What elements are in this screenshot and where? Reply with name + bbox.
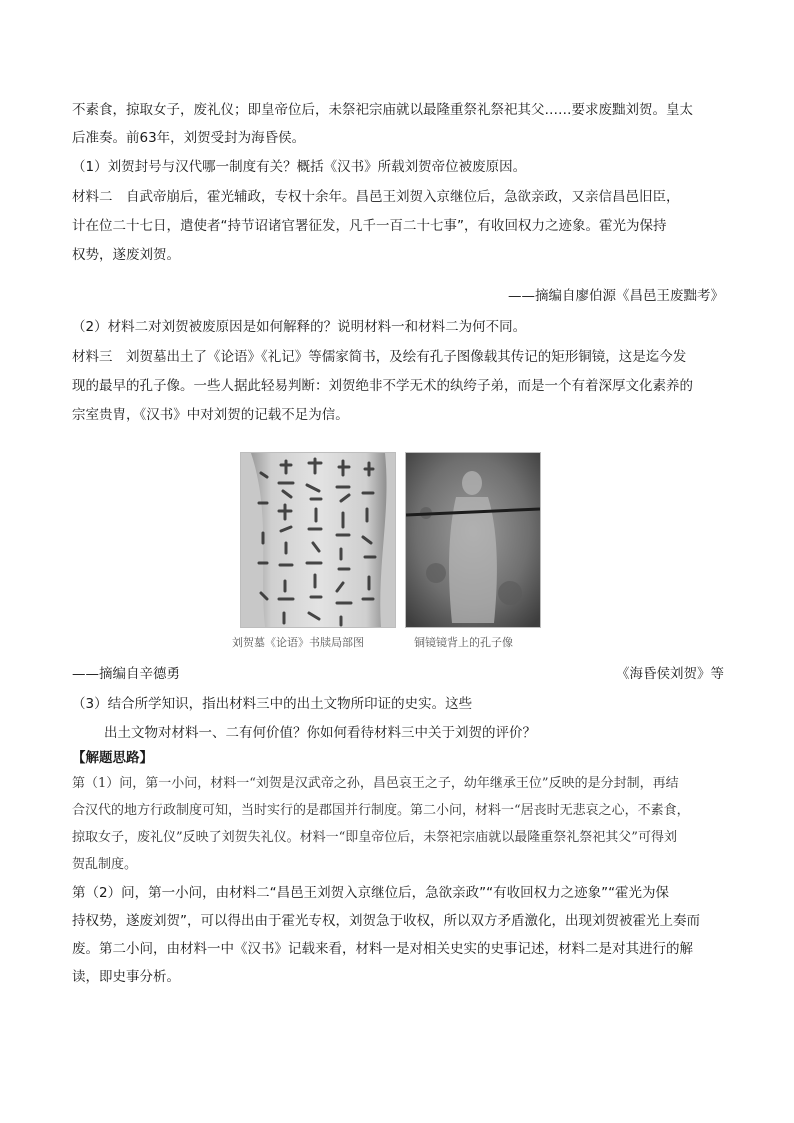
solution-two-text: 第（2）问，第一小问，由材料二“昌邑王刘贺入京继位后，急欲亲政”“有收回权力之迹象”“霍光为保 — [72, 885, 670, 901]
left-photo-caption: 刘贺墓《论语》书牍局部图 — [232, 636, 364, 649]
question-three: 出土文物对材料一、二有何价值？你如何看待材料三中关于刘贺的评价？ — [104, 725, 536, 741]
material-one-text: 不素食，掠取女子，废礼仪；即皇帝位后，未祭祀宗庙就以最隆重祭礼祭祀其父……要求废黜刘贺。皇太 — [72, 102, 693, 118]
material-three-source-title: 《海昏侯刘贺》等 — [616, 666, 724, 682]
solution-heading: 【解题思路】 — [72, 750, 153, 766]
material-one-text: 后准奏。前63年，刘贺受封为海昏侯。 — [72, 130, 306, 146]
solution-one-text: 第（1）问，第一小问，材料一“刘贺是汉武帝之孙，昌邑哀王之子，幼年继承王位”反映的是分封制，再结 — [72, 776, 679, 791]
question-two: （2）材料二对刘贺被废原因是如何解释的？说明材料一和材料二为何不同。 — [72, 319, 527, 335]
question-three: （3）结合所学知识，指出材料三中的出土文物所印证的史实。这些 — [72, 696, 473, 712]
question-one: （1）刘贺封号与汉代哪一制度有关？概括《汉书》所载刘贺帝位被废原因。 — [72, 159, 527, 175]
solution-one-text: 贺乱制度。 — [72, 857, 138, 872]
confucius-mirror-photo — [405, 452, 541, 628]
material-three-source-author: ——摘编自辛德勇 — [72, 666, 180, 682]
material-two-source: ——摘编自廖伯源《昌邑王废黜考》 — [508, 288, 724, 304]
solution-one-text: 掠取女子，废礼仪”反映了刘贺失礼仪。材料一“即皇帝位后，未祭祀宗庙就以最隆重祭礼祭祀其父”可得刘 — [72, 830, 677, 845]
right-photo-caption: 铜镜镜背上的孔子像 — [414, 636, 513, 649]
lunyu-manuscript-photo — [240, 452, 396, 628]
material-three-text: 现的最早的孔子像。一些人据此轻易判断：刘贺绝非不学无术的纨绔子弟，而是一个有着深厚文化素养的 — [72, 378, 693, 394]
material-two-text: 材料二 自武帝崩后，霍光辅政，专权十余年。昌邑王刘贺入京继位后，急欲亲政，又亲信昌邑旧臣， — [72, 189, 680, 205]
material-two-text: 权势，遂废刘贺。 — [72, 247, 180, 263]
material-three-text: 材料三 刘贺墓出土了《论语》《礼记》等儒家简书，及绘有孔子图像载其传记的矩形铜镜，这是迄今发 — [72, 349, 687, 365]
solution-two-text: 持权势，遂废刘贺”，可以得出由于霍光专权，刘贺急于收权，所以双方矛盾激化，出现刘贺被霍光上奏而 — [72, 913, 700, 929]
material-two-text: 计在位二十七日，遣使者“持节诏诸官署征发，凡千一百二十七事”，有收回权力之迹象。霍光为保持 — [72, 218, 667, 234]
solution-one-text: 合汉代的地方行政制度可知，当时实行的是郡国并行制度。第二小问，材料一“居丧时无悲哀之心，不素食， — [72, 803, 690, 818]
material-three-text: 宗室贵胄，《汉书》中对刘贺的记载不足为信。 — [72, 407, 349, 423]
solution-two-text: 废。第二小问，由材料一中《汉书》记载来看，材料一是对相关史实的史事记述，材料二是对其进行的解 — [72, 941, 693, 957]
solution-two-text: 读，即史事分析。 — [72, 969, 180, 985]
